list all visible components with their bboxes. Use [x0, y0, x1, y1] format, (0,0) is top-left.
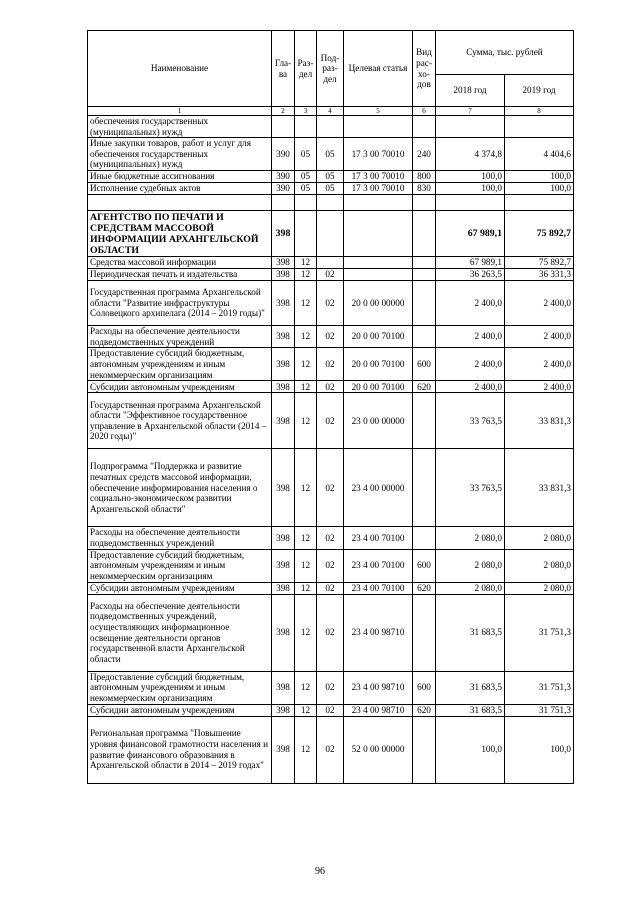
row-vid	[413, 594, 436, 671]
row-glava: 398	[272, 381, 295, 393]
row-razdel: 12	[295, 381, 317, 393]
row-razdel: 12	[295, 326, 317, 348]
row-podrazdel: 02	[317, 527, 344, 549]
row-podrazdel: 02	[317, 582, 344, 594]
column-number: 6	[413, 107, 436, 116]
table-row	[88, 704, 574, 716]
row-name: Иные бюджетные ассигнования	[88, 171, 272, 183]
row-podrazdel: 02	[317, 326, 344, 348]
row-2018: 31 683,5	[436, 704, 505, 716]
table-row	[88, 549, 574, 582]
table-row	[88, 594, 574, 671]
row-glava: 398	[272, 211, 295, 257]
table-row	[88, 527, 574, 549]
row-razdel: 12	[295, 269, 317, 281]
row-vid	[413, 211, 436, 257]
row-glava	[272, 195, 295, 211]
row-2018: 2 080,0	[436, 582, 505, 594]
table-row	[88, 195, 574, 211]
row-2019	[505, 195, 574, 211]
row-vid	[413, 281, 436, 326]
header-podrazdel: Под-раз-дел	[317, 31, 344, 107]
row-target: 23 4 00 98710	[344, 594, 413, 671]
row-2019: 75 892,7	[505, 257, 574, 269]
row-2019: 33 831,3	[505, 393, 574, 449]
row-podrazdel	[317, 195, 344, 211]
row-podrazdel: 05	[317, 138, 344, 171]
row-podrazdel: 02	[317, 269, 344, 281]
table-row	[88, 449, 574, 527]
table-row	[88, 211, 574, 257]
row-podrazdel: 02	[317, 281, 344, 326]
row-razdel: 05	[295, 171, 317, 183]
row-vid: 620	[413, 704, 436, 716]
table-row	[88, 183, 574, 195]
row-razdel: 12	[295, 704, 317, 716]
row-2018: 31 683,5	[436, 671, 505, 704]
row-podrazdel: 05	[317, 183, 344, 195]
row-razdel: 12	[295, 281, 317, 326]
row-vid	[413, 716, 436, 783]
row-podrazdel	[317, 257, 344, 269]
table-row	[88, 348, 574, 381]
row-2019: 4 404,6	[505, 138, 574, 171]
row-target	[344, 195, 413, 211]
row-2019: 100,0	[505, 716, 574, 783]
column-number: 3	[295, 107, 317, 116]
row-2019: 2 080,0	[505, 549, 574, 582]
row-2018: 2 400,0	[436, 381, 505, 393]
row-glava: 398	[272, 594, 295, 671]
row-glava: 398	[272, 449, 295, 527]
row-razdel	[295, 116, 317, 138]
row-vid: 620	[413, 381, 436, 393]
table-row	[88, 326, 574, 348]
table-row	[88, 269, 574, 281]
column-number: 1	[88, 107, 272, 116]
row-razdel	[295, 211, 317, 257]
column-number: 5	[344, 107, 413, 116]
header-sum: Сумма, тыс. рублей	[436, 31, 574, 75]
table-row	[88, 281, 574, 326]
row-razdel: 12	[295, 527, 317, 549]
row-razdel	[295, 195, 317, 211]
row-target: 17 3 00 70010	[344, 138, 413, 171]
row-2019: 100,0	[505, 183, 574, 195]
row-podrazdel: 02	[317, 671, 344, 704]
row-name	[88, 195, 272, 211]
row-name: Расходы на обеспечение деятельности подведомственных учреждений	[88, 527, 272, 549]
row-2019: 2 080,0	[505, 582, 574, 594]
row-glava: 398	[272, 281, 295, 326]
row-glava: 398	[272, 393, 295, 449]
row-2019: 2 400,0	[505, 326, 574, 348]
row-razdel: 12	[295, 257, 317, 269]
row-name: Иные закупки товаров, работ и услуг для обеспечения государственных (муниципальных) нужд	[88, 138, 272, 171]
row-name: Предоставление субсидий бюджетным, автономным учреждениям и иным некоммерческим организациям	[88, 549, 272, 582]
row-podrazdel: 02	[317, 704, 344, 716]
row-podrazdel: 02	[317, 549, 344, 582]
row-podrazdel: 05	[317, 171, 344, 183]
row-name: Региональная программа "Повышение уровня финансовой грамотности населения и развитие финансового образования в Архангельской области в 2014 – 2019 годах"	[88, 716, 272, 783]
row-glava: 398	[272, 348, 295, 381]
row-target: 23 4 00 70100	[344, 549, 413, 582]
row-vid	[413, 257, 436, 269]
table-row	[88, 138, 574, 171]
row-name: Государственная программа Архангельской области "Эффективное государственное управление в Архангельской области (2014 – 2020 годы)"	[88, 393, 272, 449]
row-2019	[505, 116, 574, 138]
row-name: обеспечения государственных (муниципальных) нужд	[88, 116, 272, 138]
row-2018: 4 374,8	[436, 138, 505, 171]
row-vid: 600	[413, 348, 436, 381]
row-vid: 830	[413, 183, 436, 195]
row-vid	[413, 449, 436, 527]
column-number-row	[88, 107, 574, 116]
table-row	[88, 381, 574, 393]
row-target: 23 4 00 70100	[344, 582, 413, 594]
row-vid: 620	[413, 582, 436, 594]
row-name: Расходы на обеспечение деятельности подведомственных учреждений, осуществляющих информационное освещение деятельности органов государственной власти Архангельской области	[88, 594, 272, 671]
row-glava: 398	[272, 326, 295, 348]
row-2019: 2 400,0	[505, 281, 574, 326]
row-podrazdel: 02	[317, 381, 344, 393]
row-target: 20 0 00 70100	[344, 381, 413, 393]
row-glava: 398	[272, 527, 295, 549]
row-vid: 600	[413, 671, 436, 704]
row-name: Предоставление субсидий бюджетным, автономным учреждениям и иным некоммерческим организациям	[88, 348, 272, 381]
row-target: 23 4 00 00000	[344, 449, 413, 527]
budget-table	[87, 30, 574, 784]
row-target: 52 0 00 00000	[344, 716, 413, 783]
row-glava: 398	[272, 269, 295, 281]
row-2018	[436, 195, 505, 211]
row-vid	[413, 195, 436, 211]
row-glava: 398	[272, 549, 295, 582]
header-year-2019: 2019 год	[505, 75, 574, 107]
row-2018: 2 080,0	[436, 549, 505, 582]
row-name: Подпрограмма "Поддержка и развитие печатных средств массовой информации, обеспечение информирования населения о социально-экономическом развитии Архангельской области"	[88, 449, 272, 527]
row-glava: 390	[272, 183, 295, 195]
row-name: Субсидии автономным учреждениям	[88, 582, 272, 594]
row-name: Субсидии автономным учреждениям	[88, 381, 272, 393]
row-podrazdel: 02	[317, 716, 344, 783]
row-2018: 67 989,1	[436, 211, 505, 257]
row-razdel: 12	[295, 582, 317, 594]
row-2019: 2 400,0	[505, 348, 574, 381]
table-row	[88, 582, 574, 594]
row-2019: 2 080,0	[505, 527, 574, 549]
row-target	[344, 257, 413, 269]
row-glava	[272, 116, 295, 138]
row-2019: 31 751,3	[505, 594, 574, 671]
row-2018: 100,0	[436, 183, 505, 195]
row-2019: 31 751,3	[505, 704, 574, 716]
row-2018: 100,0	[436, 716, 505, 783]
table-row	[88, 671, 574, 704]
row-name: АГЕНТСТВО ПО ПЕЧАТИ И СРЕДСТВАМ МАССОВОЙ ИНФОРМАЦИИ АРХАНГЕЛЬСКОЙ ОБЛАСТИ	[88, 211, 272, 257]
row-glava: 390	[272, 138, 295, 171]
row-vid	[413, 393, 436, 449]
row-razdel: 12	[295, 393, 317, 449]
row-razdel: 12	[295, 348, 317, 381]
column-number: 7	[436, 107, 505, 116]
row-target: 20 0 00 70100	[344, 348, 413, 381]
row-glava: 390	[272, 171, 295, 183]
row-podrazdel	[317, 116, 344, 138]
row-vid: 800	[413, 171, 436, 183]
row-razdel: 12	[295, 594, 317, 671]
row-2018: 2 400,0	[436, 326, 505, 348]
row-target	[344, 211, 413, 257]
row-glava: 398	[272, 671, 295, 704]
row-2019: 75 892,7	[505, 211, 574, 257]
row-2018: 2 400,0	[436, 348, 505, 381]
row-glava: 398	[272, 257, 295, 269]
row-glava: 398	[272, 582, 295, 594]
row-target: 23 0 00 00000	[344, 393, 413, 449]
row-vid	[413, 326, 436, 348]
row-2019: 36 331,3	[505, 269, 574, 281]
row-2018: 67 989,1	[436, 257, 505, 269]
row-2018: 31 683,5	[436, 594, 505, 671]
header-target: Целевая статья	[344, 31, 413, 107]
table-row	[88, 257, 574, 269]
table-body	[88, 116, 574, 784]
row-target: 17 3 00 70010	[344, 171, 413, 183]
row-glava: 398	[272, 704, 295, 716]
row-name: Государственная программа Архангельской области "Развитие инфраструктуры Соловецкого архипелага (2014 – 2019 годы)"	[88, 281, 272, 326]
row-2018: 2 080,0	[436, 527, 505, 549]
row-vid	[413, 527, 436, 549]
row-podrazdel: 02	[317, 449, 344, 527]
table-row	[88, 171, 574, 183]
header-vid: Вид рас-хо-дов	[413, 31, 436, 107]
row-name: Средства массовой информации	[88, 257, 272, 269]
row-2018: 100,0	[436, 171, 505, 183]
row-podrazdel: 02	[317, 594, 344, 671]
row-2019: 31 751,3	[505, 671, 574, 704]
row-vid: 600	[413, 549, 436, 582]
column-number: 4	[317, 107, 344, 116]
row-name: Исполнение судебных актов	[88, 183, 272, 195]
row-razdel: 12	[295, 716, 317, 783]
row-vid	[413, 269, 436, 281]
row-target: 23 4 00 98710	[344, 671, 413, 704]
row-2019: 33 831,3	[505, 449, 574, 527]
row-razdel: 05	[295, 138, 317, 171]
row-target: 20 0 00 70100	[344, 326, 413, 348]
column-number: 8	[505, 107, 574, 116]
row-name: Предоставление субсидий бюджетным, автономным учреждениям и иным некоммерческим организациям	[88, 671, 272, 704]
row-2019: 2 400,0	[505, 381, 574, 393]
header-razdel: Раз-дел	[295, 31, 317, 107]
header-glava: Гла-ва	[272, 31, 295, 107]
row-name: Расходы на обеспечение деятельности подведомственных учреждений	[88, 326, 272, 348]
row-2019: 100,0	[505, 171, 574, 183]
row-target: 23 4 00 70100	[344, 527, 413, 549]
row-target	[344, 269, 413, 281]
row-glava: 398	[272, 716, 295, 783]
row-podrazdel: 02	[317, 348, 344, 381]
table-row	[88, 116, 574, 138]
row-podrazdel	[317, 211, 344, 257]
row-vid: 240	[413, 138, 436, 171]
row-2018: 2 400,0	[436, 281, 505, 326]
row-vid	[413, 116, 436, 138]
row-podrazdel: 02	[317, 393, 344, 449]
row-target: 20 0 00 00000	[344, 281, 413, 326]
header-year-2018: 2018 год	[436, 75, 505, 107]
row-2018: 33 763,5	[436, 449, 505, 527]
row-name: Субсидии автономным учреждениям	[88, 704, 272, 716]
row-2018	[436, 116, 505, 138]
table-header	[88, 31, 574, 116]
column-number: 2	[272, 107, 295, 116]
header-name: Наименование	[88, 31, 272, 107]
page-number: 96	[315, 866, 325, 877]
row-name: Периодическая печать и издательства	[88, 269, 272, 281]
row-2018: 36 263,5	[436, 269, 505, 281]
row-target	[344, 116, 413, 138]
row-razdel: 05	[295, 183, 317, 195]
table-row	[88, 393, 574, 449]
row-razdel: 12	[295, 549, 317, 582]
row-razdel: 12	[295, 671, 317, 704]
row-target: 17 3 00 70010	[344, 183, 413, 195]
row-target: 23 4 00 98710	[344, 704, 413, 716]
table-row	[88, 716, 574, 783]
row-razdel: 12	[295, 449, 317, 527]
row-2018: 33 763,5	[436, 393, 505, 449]
